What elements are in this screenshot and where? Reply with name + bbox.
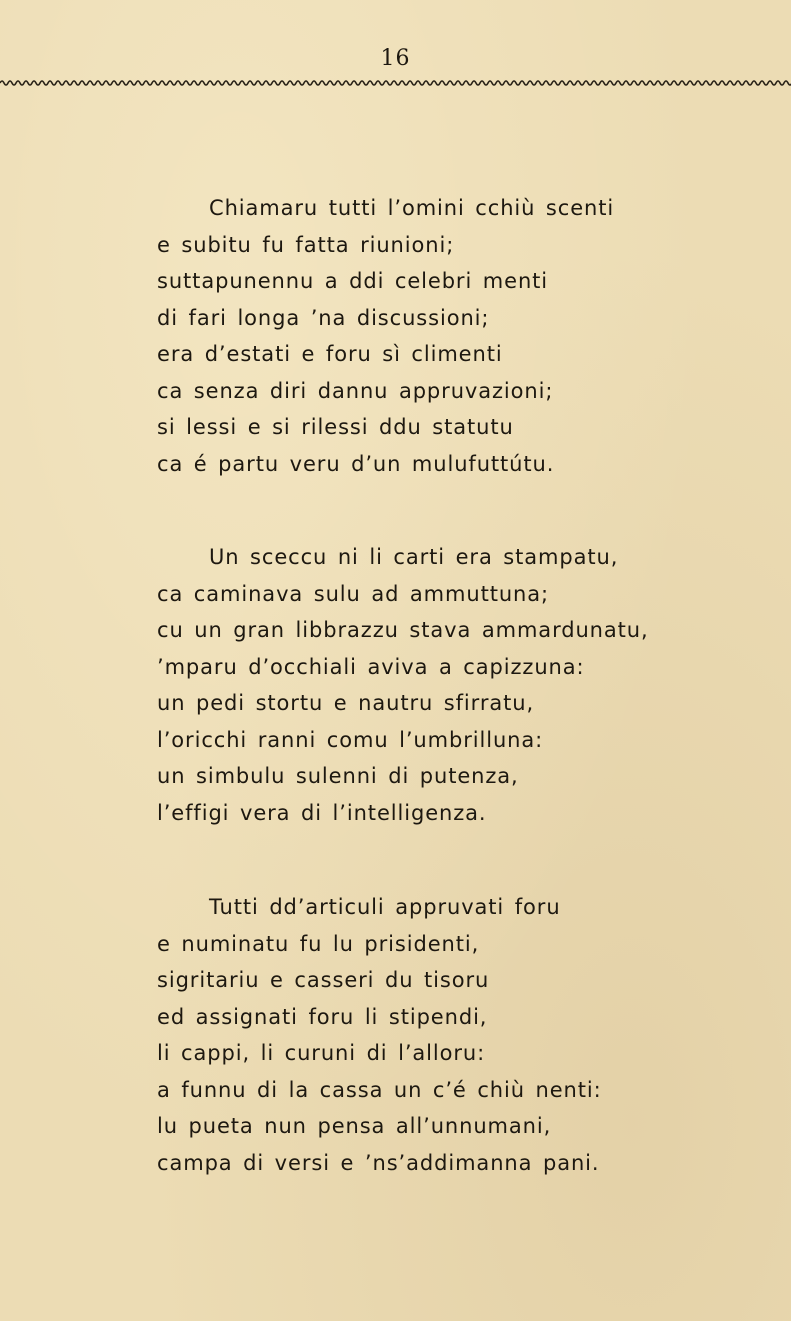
verse-line: ca é partu veru d’un mulufuttútu.: [157, 451, 555, 476]
verse-line: sigritariu e casseri du tisoru: [157, 968, 490, 992]
stanza-1: [157, 190, 757, 482]
verse-line: ca caminava sulu ad ammuttuna;: [157, 581, 550, 606]
verse-line: li cappi, li curuni di l’alloru:: [157, 1041, 486, 1065]
verse-line: Tutti dd’articuli appruvati foru: [209, 895, 561, 919]
verse-line: e numinatu fu lu prisidenti,: [157, 931, 480, 956]
stanza-2: [157, 539, 757, 831]
verse-line: ed assignati foru li stipendi,: [157, 1004, 488, 1029]
verse-line: suttapunennu a ddi celebri menti: [157, 269, 549, 293]
verse-line: si lessi e si rilessi ddu statutu: [157, 415, 514, 439]
verse-line: lu pueta nun pensa all’unnumani,: [157, 1114, 552, 1138]
verse-line: un simbulu sulenni di putenza,: [157, 764, 519, 788]
wavy-divider: [0, 76, 791, 90]
verse-line: di fari longa ’na discussioni;: [157, 305, 490, 330]
verse-line: Un sceccu ni li carti era stampatu,: [209, 545, 619, 569]
verse-line: l’oricchi ranni comu l’umbrilluna:: [157, 727, 544, 752]
verse-line: ca senza diri dannu appruvazioni;: [157, 378, 554, 403]
verse-line: a funnu di la cassa un c’é chiù nenti:: [157, 1077, 602, 1102]
verse-line: un pedi stortu e nautru sfirratu,: [157, 691, 535, 715]
verse-line: campa di versi e ’ns’addimanna pani.: [157, 1150, 600, 1175]
verse-line: ’mparu d’occhiali aviva a capizzuna:: [157, 654, 585, 679]
verse-line: cu un gran libbrazzu stava ammardunatu,: [157, 618, 649, 642]
stanza-3: [157, 889, 757, 1181]
verse-line: e subitu fu fatta riunioni;: [157, 232, 455, 257]
verse-line: l’effigi vera di l’intelligenza.: [157, 800, 487, 825]
verse-line: Chiamaru tutti l’omini cchiù scenti: [209, 196, 615, 220]
verse-line: era d’estati e foru sì climenti: [157, 342, 503, 366]
page-number: 16: [380, 46, 411, 71]
